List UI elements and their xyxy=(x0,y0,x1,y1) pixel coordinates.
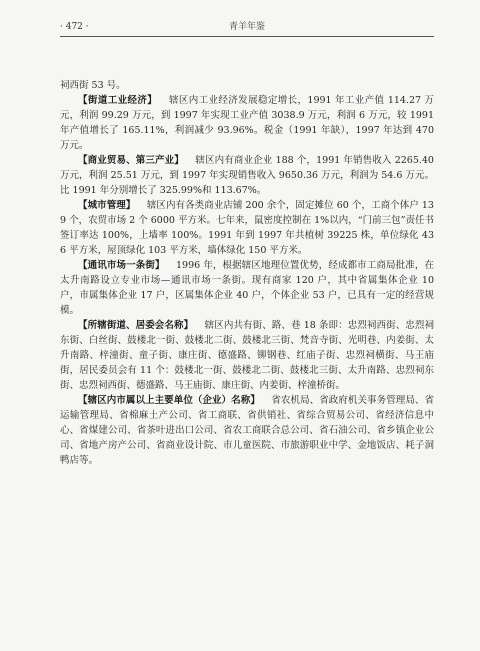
page-number: · 472 · xyxy=(60,22,89,32)
entry-title: 【通讯市场一条街】 xyxy=(78,260,165,271)
entry-text: 辖区内有各类商业店铺 200 余个，固定摊位 60 个，工商个体户 139 个，农贸市场 2 个 6000 平方米。七年来，鼠密度控制在 1%以内，“门前三包”责任书签订率达 100%，上墙率 100%。1991 年到 1997 年共植树 39225 株，单位绿化 436 平方米，屋顶绿化 103 平方米，墙体绿化 150 平方米。 xyxy=(60,200,434,256)
entry-city-management xyxy=(60,198,434,258)
page-header xyxy=(60,18,434,36)
entry-telecom-street xyxy=(60,258,434,318)
header-rule xyxy=(60,36,434,37)
entry-text: 辖区内工业经济发展稳定增长，1991 年工业产值 114.27 万元，利润 99.29 万元，到 1997 年实现工业产值 3038.9 万元，利润 6 万元，较 1991 年产值增长了 165.11%，利润减少 93.96%。税金（1991 年缺），1997 年达到 470 万元。 xyxy=(60,95,434,151)
entry-text: 辖区内有商业企业 188 个，1991 年销售收入 2265.40 万元，利润 25.51 万元，到 1997 年实现销售收入 9650.36 万元，利润为 54.6 万元。比 1991 年分别增长了 325.99%和 113.67%。 xyxy=(60,155,434,196)
entry-streets-committees xyxy=(60,318,434,393)
entry-text: 省农机局、省政府机关事务管理局、省运输管理局、省棉麻土产公司、省工商联、省供销社、省综合贸易公司、省经济信息中心、省煤建公司、省茶叶进出口公司、省农工商联合总公司、省石油公司、省乡镇企业公司、省地产房产公司、省商业设计院、市儿童医院、市旅游职业中学、金地饭店、耗子洞鸭店等。 xyxy=(60,395,434,466)
running-title: 青羊年鉴 xyxy=(228,22,265,32)
entry-title: 【街道工业经济】 xyxy=(78,95,158,106)
entry-major-units xyxy=(60,393,434,468)
entry-title: 【城市管理】 xyxy=(78,200,136,211)
entry-title: 【辖区内市属以上主要单位（企业）名称】 xyxy=(78,395,260,406)
entry-text: 辖区内共有街、路、巷 18 条即：忠烈祠西街、忠烈祠东街、白丝街、鼓楼北一街、鼓楼北二街、鼓楼北三街、梵音寺街、光明巷、内姜街、太升南路、梓潼街、童子街、康庄街、德盛路、铆钢巷、红庙子街、忠烈祠横街、马王庙街，居民委员会有 11 个：鼓楼北一街、鼓楼北二街、鼓楼北三街、太升南路、忠烈祠东街、忠烈祠西街、德盛路、马王庙街、康庄街、内姜街、梓潼桥街。 xyxy=(60,320,434,391)
body-text xyxy=(60,78,434,468)
continuation-line: 祠西街 53 号。 xyxy=(60,80,126,91)
entry-text: 1996 年，根据辖区地理位置优势，经成都市工商局批准，在太升南路设立专业市场—通讯市场一条街。现有商家 120 户，其中省属集体企业 10 户，市属集体企业 17 户，区属集体企业 40 户，个体企业 53 户，已具有一定的经营规模。 xyxy=(60,260,434,316)
entry-title: 【所辖街道、居委会名称】 xyxy=(78,320,194,331)
entry-title: 【商业贸易、第三产业】 xyxy=(78,155,184,166)
entry-commerce xyxy=(60,153,434,198)
entry-industry xyxy=(60,93,434,153)
